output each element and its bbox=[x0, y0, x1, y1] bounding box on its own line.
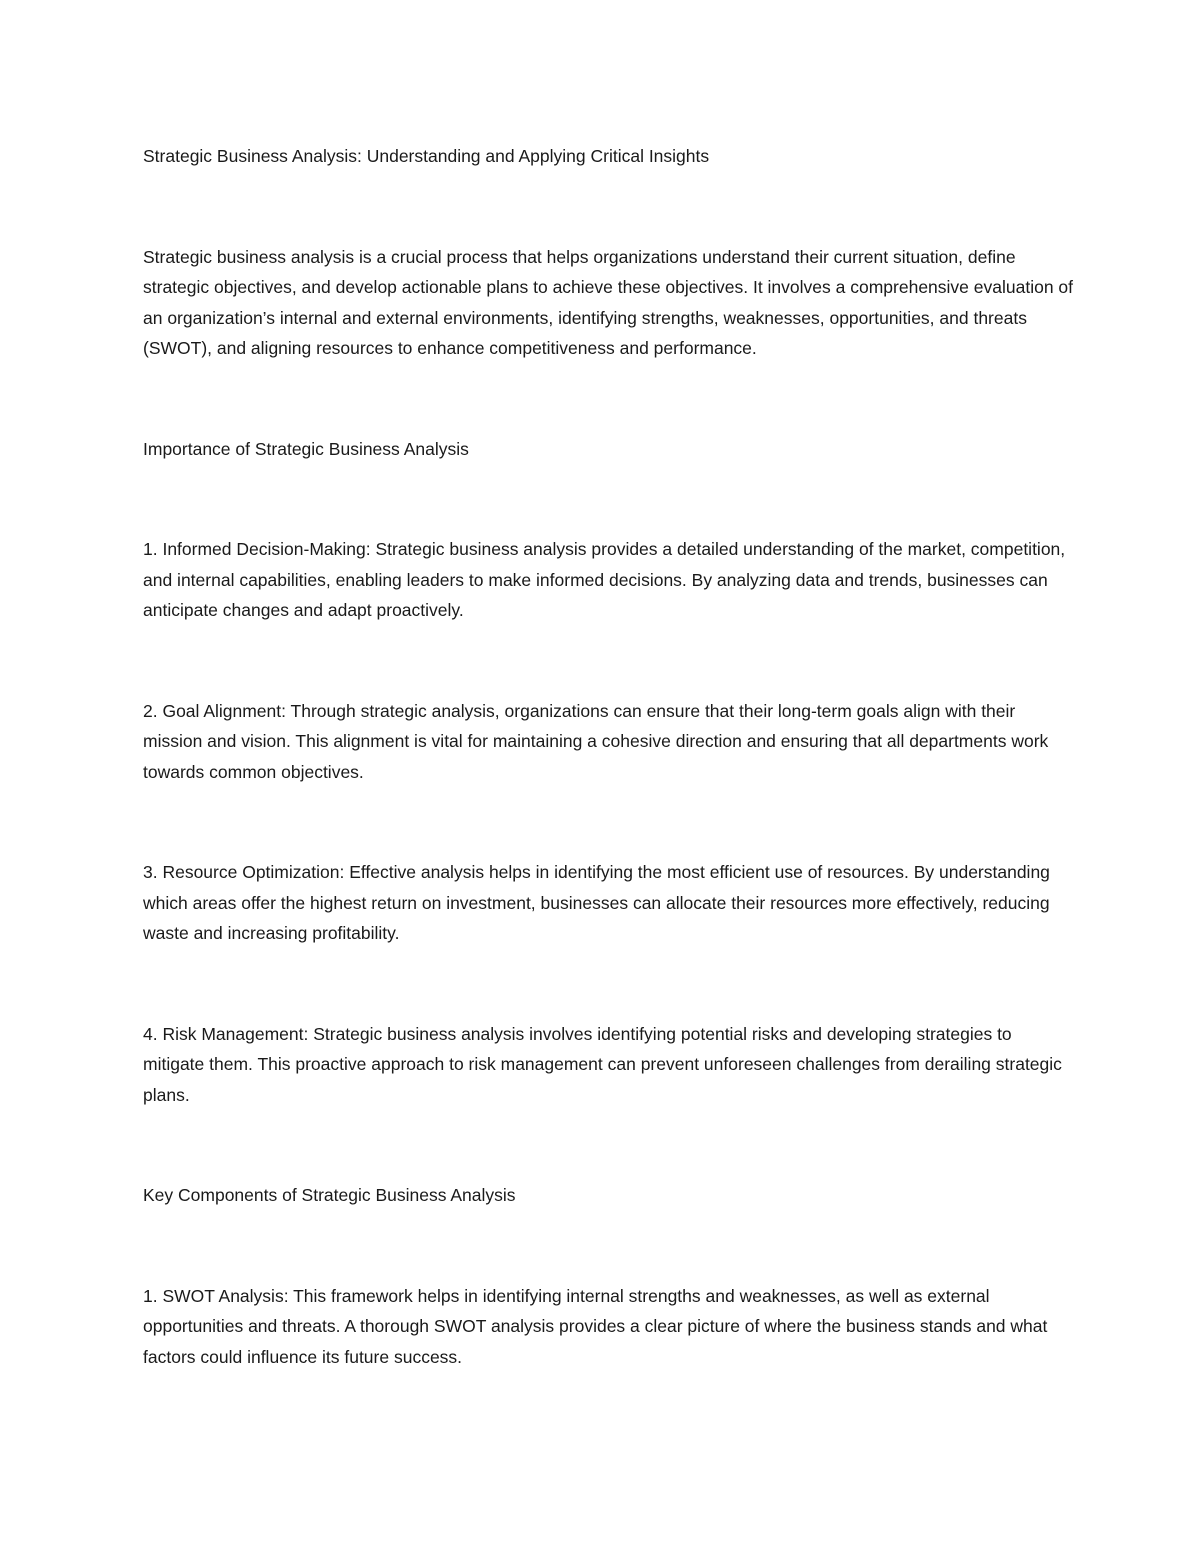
importance-item-1: 1. Informed Decision-Making: Strategic business analysis provides a detailed understanding of the market, competition, and internal capabilities, enabling leaders to make informed decisions. By analyzing data and trends, businesses can anticipate changes and adapt proactively. bbox=[143, 539, 1066, 620]
importance-item-4: 4. Risk Management: Strategic business analysis involves identifying potential risks and developing strategies to mitigate them. This proactive approach to risk management can prevent unforeseen challenges from derailing strategic plans. bbox=[143, 1023, 1062, 1105]
section-heading-components: Key Components of Strategic Business Analysis bbox=[143, 1185, 516, 1205]
importance-item-3: 3. Resource Optimization: Effective analysis helps in identifying the most efficient use of resources. By understanding which areas offer the highest return on investment, businesses can allocate their resources more effectively, reducing waste and increasing profitability. bbox=[143, 862, 1050, 943]
section-heading-importance: Importance of Strategic Business Analysis bbox=[143, 438, 469, 459]
components-item-1: 1. SWOT Analysis: This framework helps in identifying internal strengths and weaknesses, as well as external opportunities and threats. A thorough SWOT analysis provides a clear picture of where the business stands and what factors could influence its future success. bbox=[143, 1285, 1048, 1367]
importance-item-2: 2. Goal Alignment: Through strategic analysis, organizations can ensure that their long-term goals align with their mission and vision. This alignment is vital for maintaining a cohesive direction and ensuring that all departments work towards common objectives. bbox=[143, 700, 1049, 782]
intro-paragraph: Strategic business analysis is a crucial process that helps organizations understand their current situation, define strategic objectives, and develop actionable plans to achieve these objectives. It involves a comprehensive evaluation of an organization’s internal and external environments, identifying strengths, weaknesses, opportunities, and threats (SWOT), and aligning resources to enhance competitiveness and performance. bbox=[143, 246, 1074, 358]
document-title: Strategic Business Analysis: Understanding and Applying Critical Insights bbox=[143, 146, 710, 166]
document-body bbox=[143, 141, 1073, 1442]
